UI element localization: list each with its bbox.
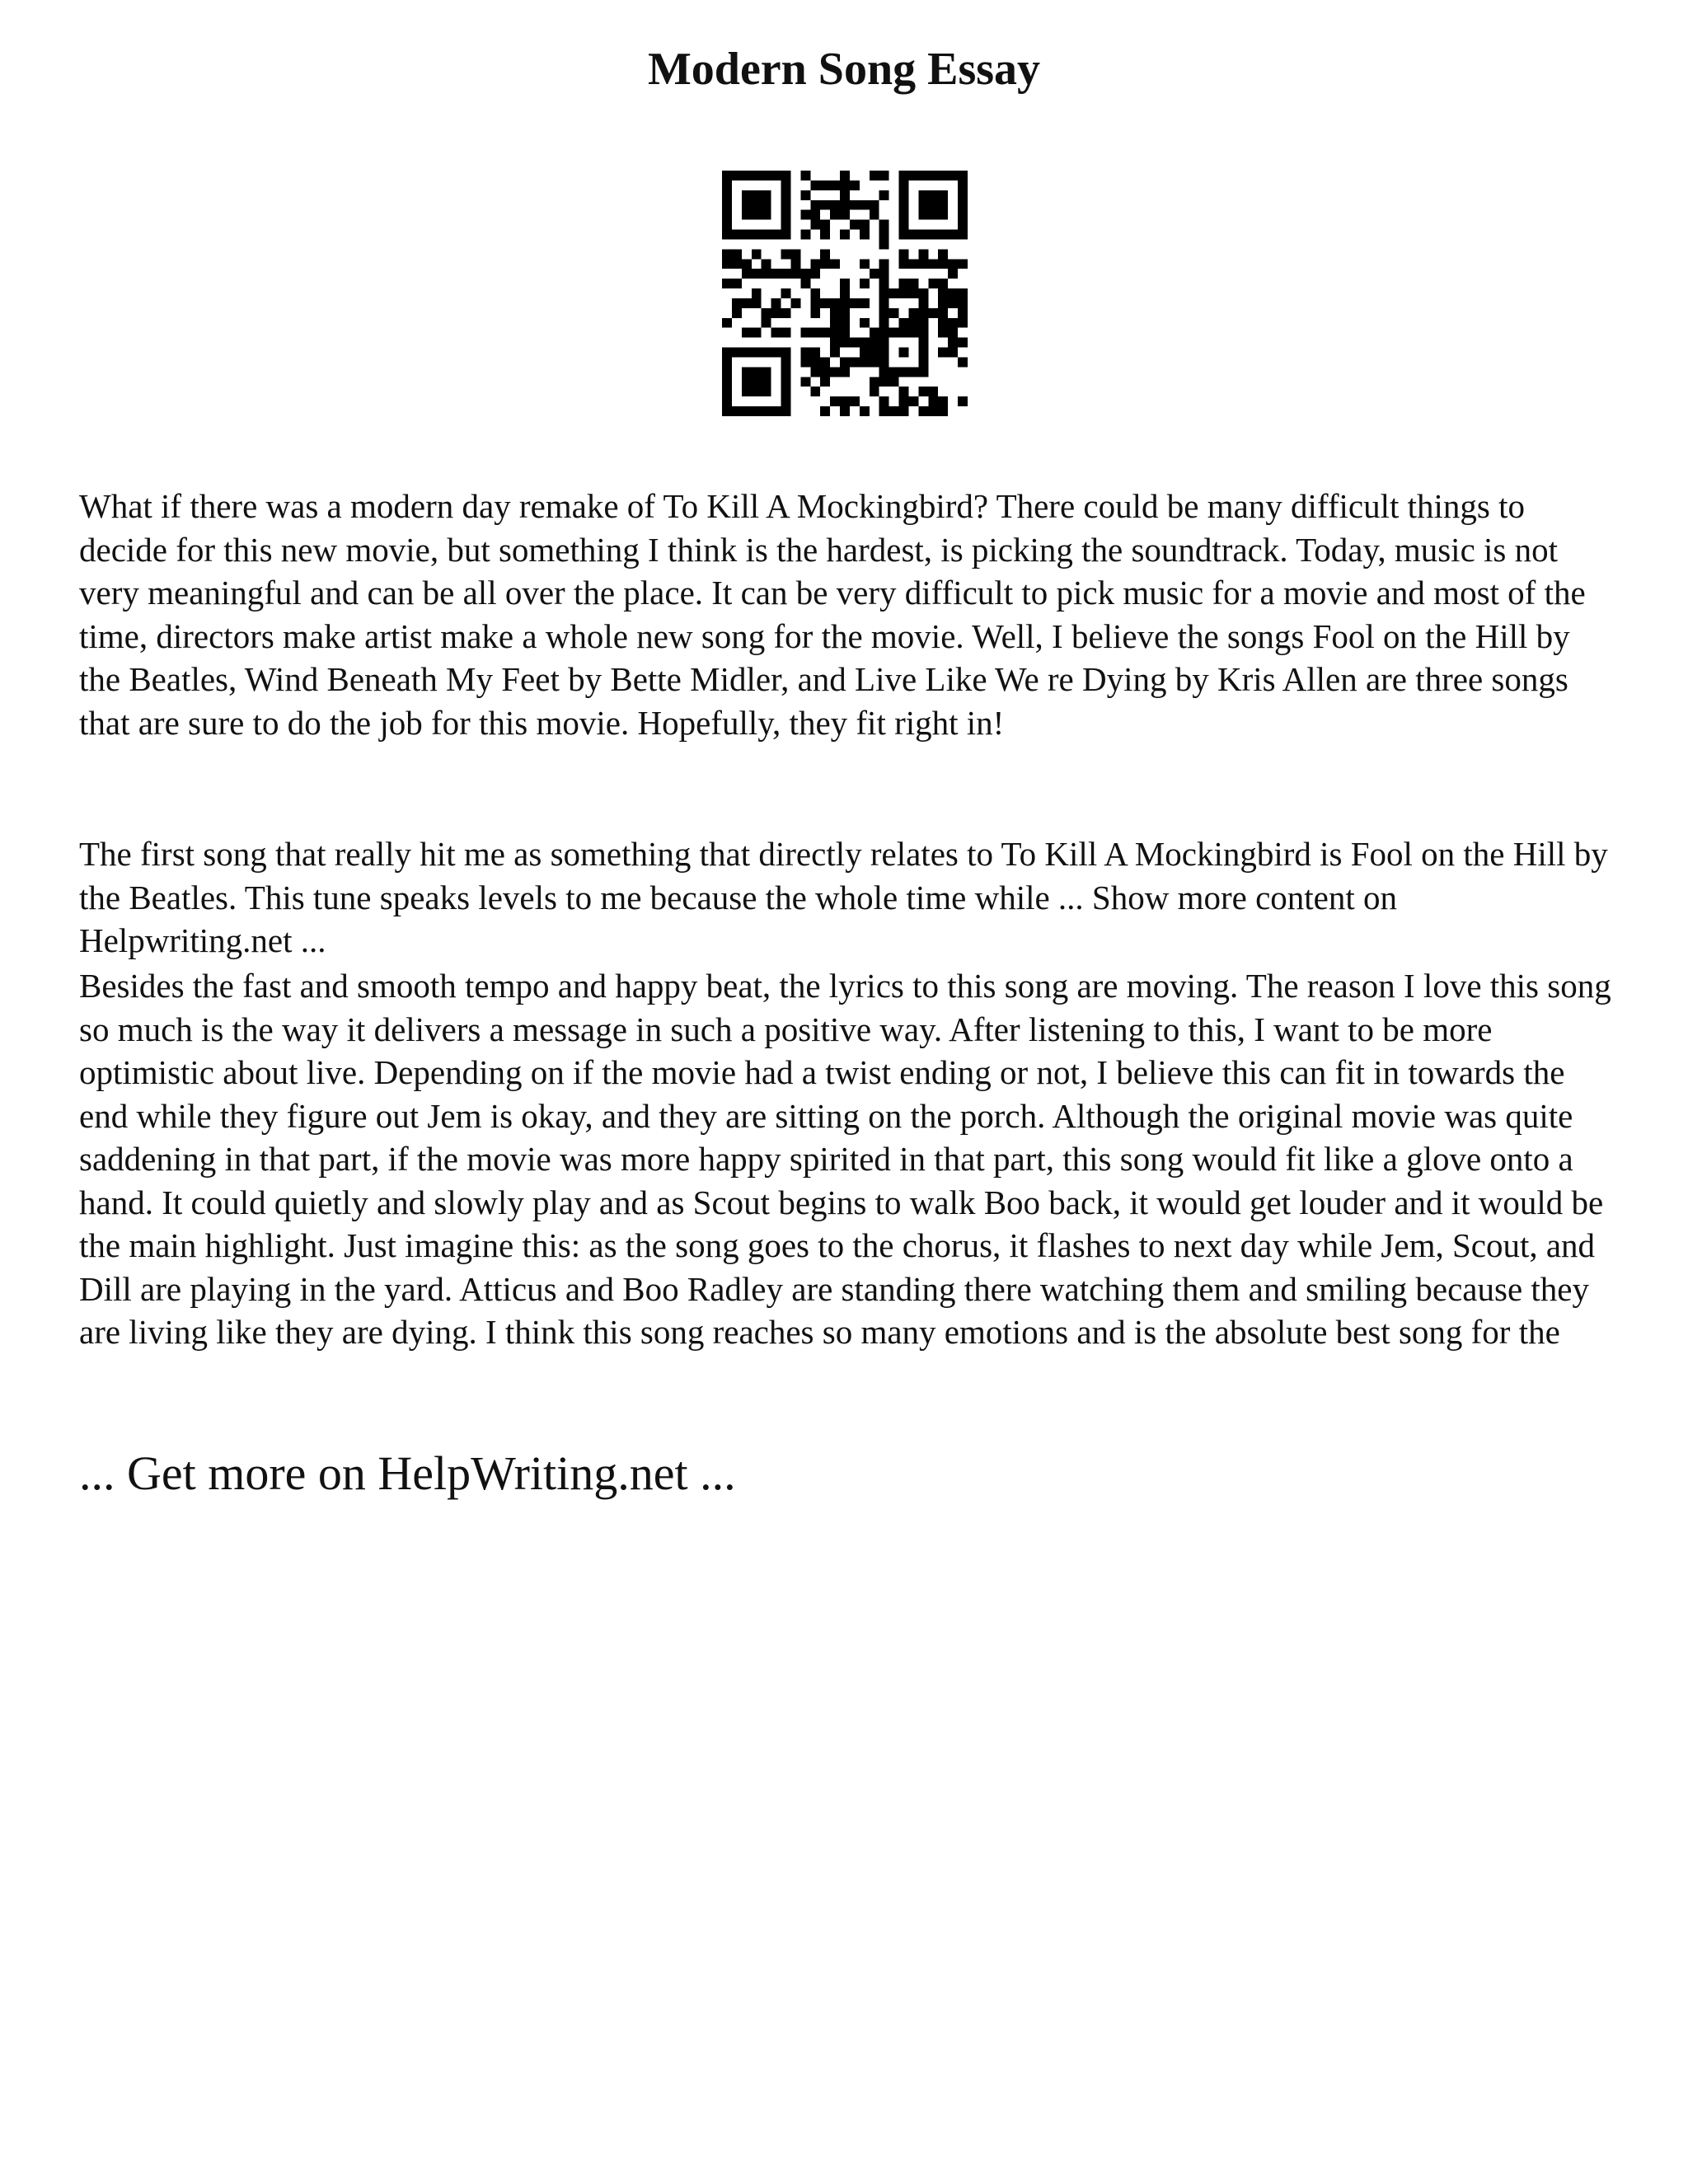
qr-code-graphic	[722, 171, 968, 416]
page-title: Modern Song Essay	[647, 44, 1041, 95]
qr-code-icon	[722, 171, 968, 416]
paragraph-intro: What if there was a modern day remake of To Kill A Mockingbird? There could be many difficult things to decide for this new movie, but something I think is the hardest, is picking the soundtrack. Today, music is not very meaningful and can be all over the place. It can be very difficult to pick music for a movie and most of the time, directors make artist make a whole new song for the movie. Well, I believe the songs Fool on the Hill by the Beatles, Wind Beneath My Feet by Bette Midler, and Live Like We re Dying by Kris Allen are three songs that are sure to do the job for this movie. Hopefully, they fit right in!	[79, 487, 1586, 742]
get-more-link[interactable]: ... Get more on HelpWriting.net ...	[79, 1446, 736, 1500]
paragraph-analysis: Besides the fast and smooth tempo and happy beat, the lyrics to this song are moving. The reason I love this song so much is the way it delivers a message in such a positive way. After listening to this, I want to be more optimistic about live. Depending on if the movie had a twist ending or not, I believe this can fit in towards the end while they figure out Jem is okay, and they are sitting on the porch. Although the original movie was quite saddening in that part, if the movie was more happy spirited in that part, this song would fit like a glove onto a hand. It could quietly and slowly play and as Scout begins to walk Boo back, it would get louder and it would be the main highlight. Just imagine this: as the song goes to the chorus, it flashes to next day while Jem, Scout, and Dill are playing in the yard. Atticus and Boo Radley are standing there watching them and smiling because they are living like they are dying. I think this song reaches so many emotions and is the absolute best song for the	[79, 967, 1611, 1351]
paragraph-first-song: The first song that really hit me as something that directly relates to To Kill A Mockingbird is Fool on the Hill by the Beatles. This tune speaks levels to me because the whole time while ... Show more content on Helpwriting.net ...	[79, 835, 1608, 959]
